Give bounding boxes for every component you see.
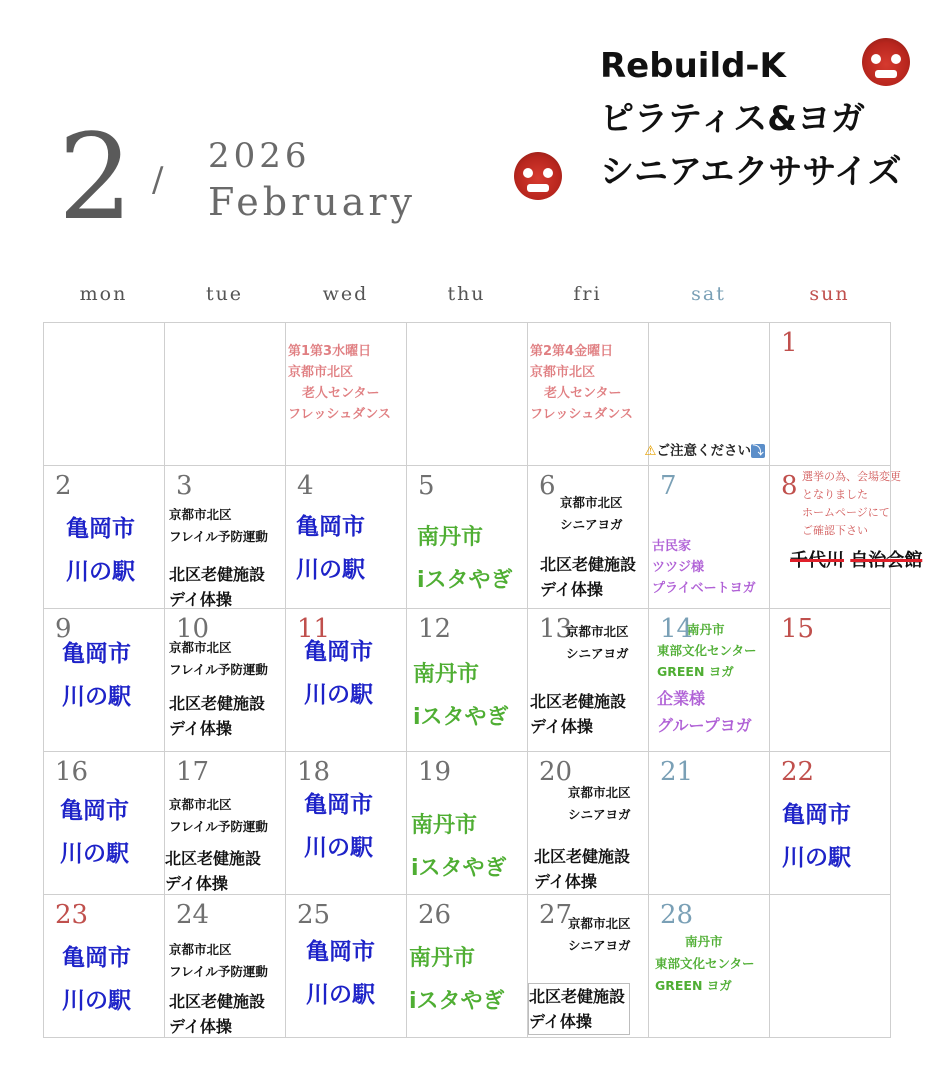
day-number: 18 [297, 757, 331, 787]
weekday-sat: sat [691, 283, 726, 305]
venue-change-note [802, 468, 901, 540]
day-care-event [165, 846, 261, 896]
event-line: 南丹市 [413, 662, 480, 687]
event-line: 川の駅 [304, 835, 373, 861]
weekday-mon: mon [79, 283, 128, 305]
brand-title [600, 40, 902, 199]
day-cell [649, 895, 770, 1038]
event-line: 川の駅 [296, 557, 365, 583]
event-line: 千代川 [790, 550, 844, 571]
nantan-event [411, 804, 507, 890]
event-line: 自治会館 [850, 550, 923, 571]
day-number: 4 [297, 471, 314, 501]
day-number: 9 [55, 614, 72, 644]
event-line: デイ体操 [165, 874, 228, 893]
event-line: 南丹市 [411, 813, 478, 838]
day-cell [528, 752, 649, 895]
day-number: 23 [55, 900, 89, 930]
event-line: 亀岡市 [296, 514, 365, 540]
event-line: 川の駅 [782, 845, 851, 871]
event-line: デイ体操 [169, 1017, 232, 1036]
event-line: 亀岡市 [60, 798, 129, 824]
day-cell-empty [44, 323, 165, 466]
event-line: 亀岡市 [782, 802, 851, 828]
event-line: シニアヨガ [566, 646, 629, 661]
senior-yoga-event [568, 913, 631, 957]
event-line: 京都市北区 [560, 495, 623, 510]
note-line: 京都市北区 [288, 365, 354, 380]
day-care-event [530, 689, 626, 739]
day-number: 11 [297, 614, 331, 644]
day-cell [770, 466, 923, 609]
event-line: プライベートヨガ [652, 581, 756, 596]
day-number: 6 [539, 471, 556, 501]
senior-yoga-event [566, 621, 629, 665]
event-line: デイ体操 [169, 719, 232, 738]
day-cell-empty [286, 323, 407, 466]
day-number: 5 [418, 471, 435, 501]
day-cell [286, 895, 407, 1038]
day-number: 7 [660, 471, 677, 501]
event-line: 川の駅 [62, 684, 131, 710]
day-cell [407, 752, 528, 895]
caution-text: ご注意ください [656, 443, 751, 459]
day-number: 10 [176, 614, 210, 644]
day-cell [165, 609, 286, 752]
frail-event [169, 504, 268, 548]
day-cell [165, 895, 286, 1038]
day-cell-empty [528, 323, 649, 466]
kameoka-event [306, 931, 375, 1017]
day-number: 22 [781, 757, 815, 787]
note-line: 京都市北区 [530, 365, 596, 380]
warning-icon: ⚠ [644, 443, 657, 459]
day-number: 8 [781, 471, 798, 501]
day-cell [649, 752, 770, 895]
event-line: 亀岡市 [304, 792, 373, 818]
day-number: 26 [418, 900, 452, 930]
event-line: グループヨガ [657, 716, 752, 735]
note-line: ホームページにて [802, 506, 890, 519]
day-cell [649, 609, 770, 752]
day-number: 13 [539, 614, 573, 644]
day-cell [286, 752, 407, 895]
event-line: 古民家 [652, 539, 692, 554]
event-line: 北区老健施設 [540, 555, 637, 574]
event-line: デイ体操 [169, 590, 232, 609]
nantan-event [409, 937, 505, 1023]
day-number: 24 [176, 900, 210, 930]
day-cell [44, 466, 165, 609]
note-line: となりました [802, 488, 868, 501]
event-line: 京都市北区 [169, 797, 232, 812]
cancelled-event [790, 546, 922, 576]
event-line: 京都市北区 [169, 942, 232, 957]
event-line: iスタやぎ [417, 568, 513, 593]
event-line: 京都市北区 [568, 916, 631, 931]
brand-line: シニアエクササイズ [600, 152, 902, 192]
event-line: フレイル予防運動 [169, 819, 268, 834]
calendar-grid [43, 322, 923, 1038]
frail-event [169, 794, 268, 838]
event-line: デイ体操 [529, 1012, 592, 1031]
event-line: ツツジ様 [652, 560, 705, 575]
day-number: 17 [176, 757, 210, 787]
note-line: 第2第4金曜日 [530, 344, 614, 359]
frail-event [169, 637, 268, 681]
calendar-week [44, 466, 891, 609]
event-line: 亀岡市 [62, 945, 131, 971]
event-line: 南丹市 [409, 946, 476, 971]
day-cell [286, 609, 407, 752]
calendar-week [44, 609, 891, 752]
day-care-event [169, 989, 265, 1039]
day-care-event [528, 983, 630, 1035]
event-line: 亀岡市 [306, 939, 375, 965]
event-line: 亀岡市 [62, 641, 131, 667]
day-cell [44, 895, 165, 1038]
day-cell [407, 609, 528, 752]
event-line: シニアヨガ [568, 938, 631, 953]
event-line: 京都市北区 [568, 785, 631, 800]
kameoka-event [60, 790, 129, 876]
day-cell [165, 752, 286, 895]
event-line: 企業様 [657, 689, 706, 708]
day-cell [528, 466, 649, 609]
oni-face-icon [862, 38, 910, 86]
event-line: デイ体操 [540, 580, 603, 599]
day-cell [770, 323, 891, 466]
event-line: 川の駅 [304, 682, 373, 708]
kameoka-event [62, 633, 131, 719]
kameoka-event [62, 937, 131, 1023]
day-number: 14 [660, 614, 694, 644]
green-yoga-title: GREEN ヨガ [655, 978, 732, 993]
note-line: 老人センター [302, 386, 380, 401]
caution-notice [644, 439, 765, 459]
event-line: 亀岡市 [304, 639, 373, 665]
month-number: 2 [58, 108, 134, 246]
day-number: 27 [539, 900, 573, 930]
corporate-yoga-event [657, 685, 752, 739]
kameoka-event [782, 794, 851, 880]
day-number: 19 [418, 757, 452, 787]
note-line: ご確認下さい [802, 524, 868, 537]
day-care-event [169, 691, 265, 741]
event-line: フレイル予防運動 [169, 964, 268, 979]
note-line: フレッシュダンス [530, 407, 633, 422]
weekday-thu: thu [447, 283, 486, 305]
event-line: 京都市北区 [169, 507, 232, 522]
event-line: デイ体操 [534, 872, 597, 891]
note-line: フレッシュダンス [288, 407, 391, 422]
day-number: 25 [297, 900, 331, 930]
day-cell [44, 609, 165, 752]
calendar-week [44, 752, 891, 895]
day-cell [649, 466, 770, 609]
kameoka-event [304, 631, 373, 717]
event-line: 北区老健施設 [169, 992, 266, 1011]
day-number: 3 [176, 471, 193, 501]
kameoka-event [296, 506, 365, 592]
day-cell [286, 466, 407, 609]
note-line: 選挙の為、会場変更 [802, 470, 901, 483]
event-line: 京都市北区 [169, 640, 232, 655]
day-number: 21 [660, 757, 694, 787]
frail-event [169, 939, 268, 983]
brand-line: ピラティス&ヨガ [600, 99, 865, 139]
day-cell-empty [165, 323, 286, 466]
green-yoga-place: 南丹市 [685, 934, 723, 949]
event-line: 川の駅 [306, 982, 375, 1008]
day-number: 15 [781, 614, 815, 644]
event-line: シニアヨガ [568, 807, 631, 822]
day-cell [770, 752, 891, 895]
event-line: シニアヨガ [560, 517, 623, 532]
day-cell [44, 752, 165, 895]
month-name: February [208, 180, 417, 224]
kameoka-event [304, 784, 373, 870]
weekday-fri: fri [573, 283, 602, 305]
event-line: 川の駅 [62, 988, 131, 1014]
event-line: フレイル予防運動 [169, 529, 268, 544]
calendar-week [44, 323, 891, 466]
day-care-event [534, 844, 630, 894]
event-line: 川の駅 [60, 841, 129, 867]
day-care-event [540, 552, 636, 602]
day-number: 16 [55, 757, 89, 787]
event-line: 川の駅 [66, 559, 135, 585]
event-line: iスタやぎ [413, 705, 509, 730]
day-number: 1 [781, 328, 798, 358]
oni-face-icon [514, 152, 562, 200]
event-line: 北区老健施設 [529, 987, 626, 1006]
event-line: iスタやぎ [411, 856, 507, 881]
green-yoga-place: 南丹市 [687, 622, 725, 637]
event-line: 北区老健施設 [165, 849, 262, 868]
calendar-week [44, 895, 891, 1038]
green-yoga-venue: 東部文化センター [657, 643, 757, 658]
event-line: 京都市北区 [566, 624, 629, 639]
event-line: 北区老健施設 [534, 847, 631, 866]
event-line: 北区老健施設 [169, 694, 266, 713]
day-cell [165, 466, 286, 609]
day-cell [407, 895, 528, 1038]
day-care-event [169, 562, 265, 612]
day-cell [528, 609, 649, 752]
arrow-down-icon: ⤵ [752, 444, 764, 457]
green-yoga-title: GREEN ヨガ [657, 664, 734, 679]
event-line: 南丹市 [417, 525, 484, 550]
weekday-wed: wed [322, 283, 369, 305]
kominka-event [652, 536, 756, 599]
day-number: 20 [539, 757, 573, 787]
brand-line: Rebuild-K [600, 46, 786, 86]
day-cell [407, 466, 528, 609]
event-line: iスタやぎ [409, 989, 505, 1014]
kameoka-event [66, 508, 135, 594]
event-line: 北区老健施設 [530, 692, 627, 711]
weekday-tue: tue [205, 283, 244, 305]
year-label: 2026 [208, 136, 311, 176]
day-number: 28 [660, 900, 694, 930]
event-line: 亀岡市 [66, 516, 135, 542]
event-line: 北区老健施設 [169, 565, 266, 584]
event-line: フレイル予防運動 [169, 662, 268, 677]
note-line: 老人センター [544, 386, 622, 401]
date-separator: / [152, 160, 164, 200]
nantan-event [417, 516, 513, 602]
day-number: 2 [55, 471, 72, 501]
fri-dance-note [530, 341, 633, 425]
event-line: デイ体操 [530, 717, 593, 736]
senior-yoga-event [568, 782, 631, 826]
day-cell [528, 895, 649, 1038]
senior-yoga-event [560, 492, 623, 536]
green-yoga-venue: 東部文化センター [655, 956, 755, 971]
day-cell [770, 609, 891, 752]
day-cell-empty [770, 895, 891, 1038]
day-number: 12 [418, 614, 452, 644]
day-cell-empty [407, 323, 528, 466]
wed-dance-note [288, 341, 391, 425]
note-line: 第1第3水曜日 [288, 344, 372, 359]
weekday-sun: sun [809, 283, 850, 305]
nantan-event [413, 653, 509, 739]
day-cell-empty [644, 323, 770, 466]
